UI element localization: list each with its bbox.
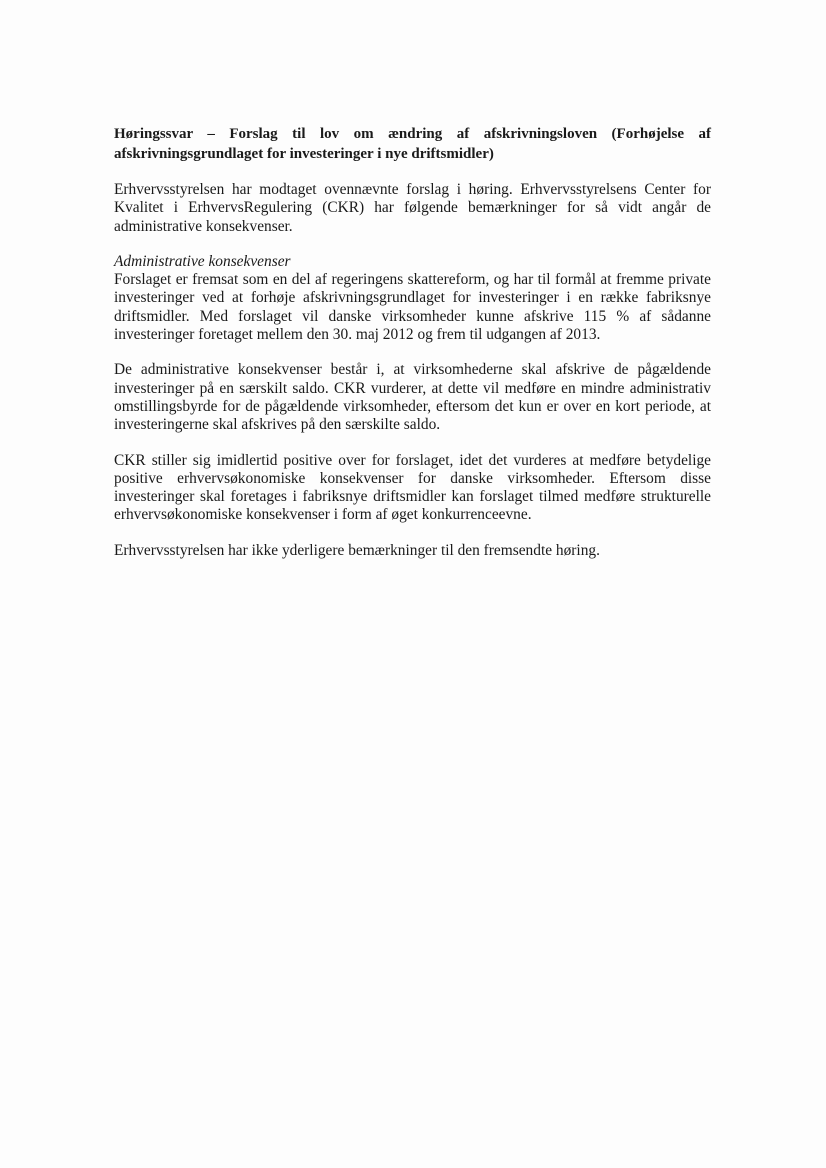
intro-paragraph: Erhvervsstyrelsen har modtaget ovennævnte forslag i høring. Erhvervsstyrelsens Center for Kvalitet i ErhvervsRegulering (CKR) har følgende bemærkninger for så vidt angår de administrative konsekvenser. [114, 181, 711, 235]
document-body [114, 124, 711, 577]
document-title: Høringssvar – Forslag til lov om ændring af afskrivningsloven (Forhøjelse af afskrivningsgrundlaget for investeringer i nye driftsmidler) [114, 126, 711, 162]
body-paragraph-2: De administrative konsekvenser består i, at virksomhederne skal afskrive de pågældende investeringer på en særskilt saldo. CKR vurderer, at dette vil medføre en mindre administrativ omstillingsbyrde for de pågældende virksomheder, eftersom det kun er over en kort periode, at investeringerne skal afskrives på den særskilte saldo. [114, 361, 711, 434]
body-paragraph-3: CKR stiller sig imidlertid positive over for forslaget, idet det vurderes at medføre betydelige positive erhvervsøkonomiske konsekvenser for danske virksomheder. Eftersom disse investeringer skal foretages i fabriksnye driftsmidler kan forslaget tilmed medføre strukturelle erhvervsøkonomiske konsekvenser i form af øget konkurrenceevne. [114, 451, 711, 524]
body-paragraph-1: Forslaget er fremsat som en del af regeringens skattereform, og har til formål at fremme private investeringer ved at forhøje afskrivningsgrundlaget for investeringer i en række fabriksnye driftsmidler. Med forslaget vil danske virksomheder kunne afskrive 115 % af sådanne investeringer foretaget mellem den 30. maj 2012 og frem til udgangen af 2013. [114, 271, 711, 344]
closing-paragraph: Erhvervsstyrelsen har ikke yderligere bemærkninger til den fremsendte høring. [114, 541, 600, 559]
section-heading: Administrative konsekvenser [114, 252, 291, 270]
